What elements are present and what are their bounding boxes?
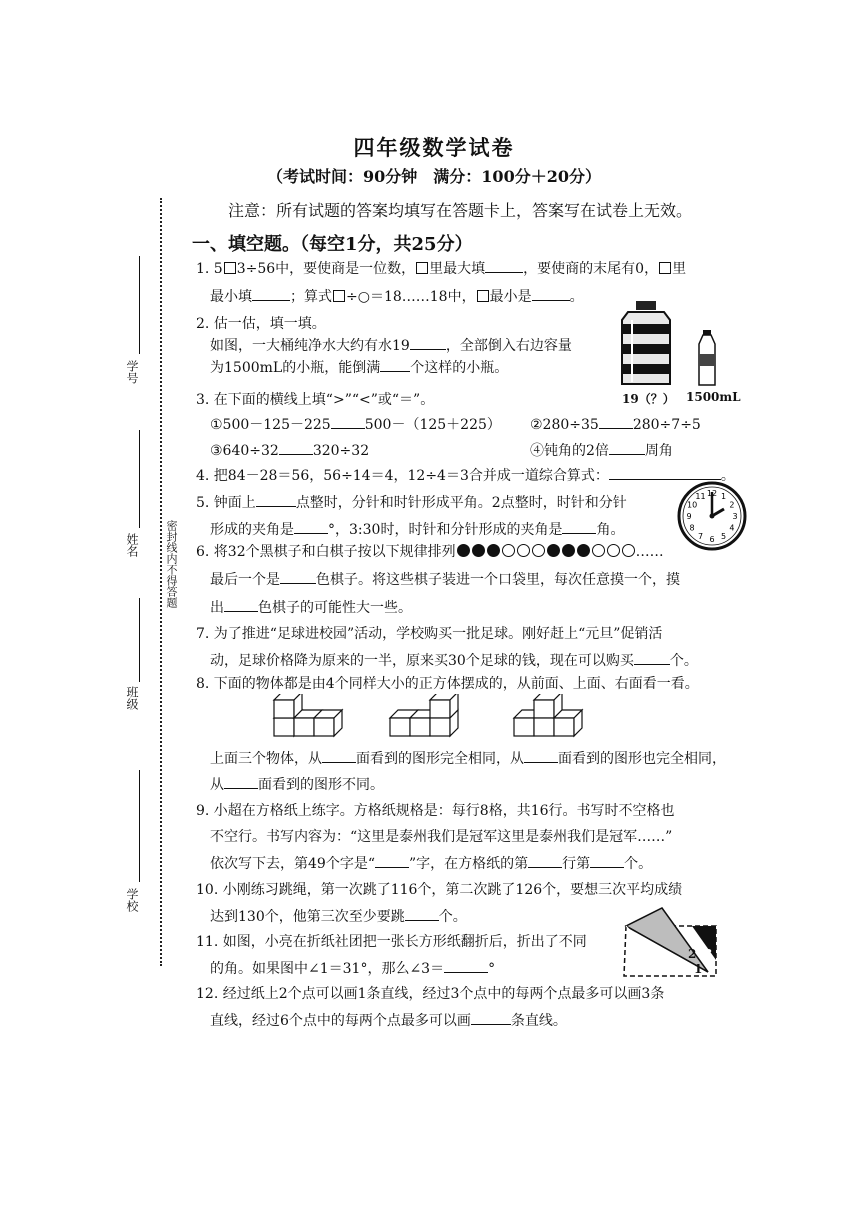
black-piece-icon (457, 544, 470, 557)
q8-blank-2[interactable] (524, 748, 558, 763)
q6-blank-2[interactable] (224, 597, 258, 612)
label-name: 姓名 (125, 533, 139, 557)
clock-numeral: 4 (729, 523, 735, 533)
exam-info: （考试时间：90分钟 满分：100分＋20分） (267, 167, 601, 186)
page-title: 四年级数学试卷 (353, 135, 515, 160)
q1-blank-3[interactable] (532, 286, 570, 301)
q12-blank[interactable] (471, 1010, 511, 1025)
q1-blank-2[interactable] (252, 286, 290, 301)
cube-figure-1 (272, 694, 348, 744)
clock-numeral: 5 (720, 531, 727, 541)
q10-line1: 10. 小刚练习跳绳，第一次跳了116个，第二次跳了126个，要想三次平均成绩 (196, 882, 683, 898)
q8-line2: 上面三个物体，从 面看到的图形完全相同，从 面看到的图形也完全相同， (210, 748, 726, 769)
square-box-icon (477, 290, 489, 302)
angle-label-2: 2 (688, 947, 697, 961)
q7-line1: 7. 为了推进“足球进校园”活动，学校购买一批足球。刚好赶上“元旦”促销活 (196, 626, 663, 642)
black-piece-icon (562, 544, 575, 557)
q1-line2: 最小填 ；算式 ÷○＝18……18中， 最小是 。 (210, 286, 584, 307)
chess-pattern (456, 544, 636, 560)
q10-blank[interactable] (405, 906, 439, 921)
clock-numeral: 6 (709, 535, 715, 544)
q8-blank-1[interactable] (322, 748, 356, 763)
q8-line3: 从 面看到的图形不同。 (210, 774, 384, 795)
clock-numeral: 2 (729, 500, 735, 510)
q3-blank-3[interactable] (279, 440, 313, 455)
field-name (139, 430, 140, 528)
field-student-id (139, 256, 140, 354)
q6-blank-1[interactable] (280, 569, 316, 584)
clock-numeral: 11 (695, 492, 706, 502)
q9-blank-1[interactable] (375, 853, 409, 868)
white-piece-icon (607, 544, 620, 557)
q9-blank-2[interactable] (528, 853, 562, 868)
q2-line3: 为1500mL的小瓶，能倒满 个这样的小瓶。 (210, 357, 508, 378)
black-piece-icon (577, 544, 590, 557)
q6-line2: 最后一个是 色棋子。将这些棋子装进一个口袋里，每次任意摸一个，摸 (210, 569, 680, 590)
clock-numeral: 10 (687, 500, 698, 510)
folded-paper-figure (622, 906, 722, 978)
q5-line2: 形成的夹角是 °，3:30时，时针和分针形成的夹角是 角。 (210, 519, 624, 540)
q5-blank-3[interactable] (562, 519, 596, 534)
clock-numeral: 12 (706, 489, 718, 498)
q4-line: 4. 把84－28＝56，56÷14＝4，12÷4＝3合并成一道综合算式： 。 (196, 465, 735, 486)
clock-numeral: 7 (697, 531, 704, 541)
clock-numeral: 3 (732, 512, 738, 521)
q1-line1: 1. 5 3÷56中，要使商是一位数， 里最大填 ，要使商的末尾有0， 里 (196, 258, 686, 279)
field-class (139, 598, 140, 682)
black-piece-icon (547, 544, 560, 557)
q4-blank[interactable] (609, 465, 721, 480)
q11-blank[interactable] (444, 958, 488, 973)
label-school: 学校 (125, 888, 139, 912)
white-piece-icon (622, 544, 635, 557)
q12-line1: 12. 经过纸上2个点可以画1条直线，经过3个点中的每两个点最多可以画3条 (196, 986, 665, 1002)
q3-expr4: ④钝角的2倍 周角 (530, 440, 673, 461)
white-piece-icon (517, 544, 530, 557)
q12-line2: 直线，经过6个点中的每两个点最多可以画 条直线。 (210, 1010, 567, 1031)
white-piece-icon (532, 544, 545, 557)
q8-blank-3[interactable] (224, 774, 258, 789)
q3-blank-2[interactable] (599, 414, 633, 429)
q7-blank[interactable] (634, 650, 670, 665)
q9-line1: 9. 小超在方格纸上练字。方格纸规格是：每行8格，共16行。书写时不空格也 (196, 803, 675, 819)
q3-expr2: ②280÷35 280÷7÷5 (530, 414, 701, 435)
q3-expr1: ①500－125－225 500－（125＋225） (210, 414, 501, 435)
clock-numeral: 9 (686, 512, 692, 521)
q2-blank-2[interactable] (380, 357, 410, 372)
q9-line3: 依次写下去，第49个字是“ ”字，在方格纸的第 行第 个。 (210, 853, 652, 874)
q6-line3: 出 色棋子的可能性大一些。 (210, 597, 412, 618)
q5-blank-1[interactable] (256, 492, 296, 507)
q9-blank-3[interactable] (590, 853, 624, 868)
q10-line2: 达到130个，他第三次至少要跳 个。 (210, 906, 467, 927)
square-box-icon (659, 262, 671, 274)
white-piece-icon (502, 544, 515, 557)
q5-line1: 5. 钟面上 点整时，分针和时针形成平角。2点整时，时针和分针 (196, 492, 627, 513)
q8-line1: 8. 下面的物体都是由4个同样大小的正方体摆成的，从前面、上面、右面看一看。 (196, 676, 699, 692)
cube-figure-3 (512, 694, 588, 744)
clock-icon (676, 480, 748, 552)
q2-line2: 如图，一大桶纯净水大约有水19 ，全部倒入右边容量 (210, 335, 572, 356)
q2-line1: 2. 估一估，填一填。 (196, 316, 326, 332)
q3-blank-4[interactable] (609, 440, 645, 455)
white-piece-icon (592, 544, 605, 557)
section-heading: 一、填空题。（每空1分，共25分） (192, 234, 473, 255)
clock-numeral: 1 (720, 492, 727, 502)
water-bottle-icon (696, 330, 718, 386)
label-class: 班级 (125, 686, 139, 710)
square-box-icon (224, 262, 236, 274)
angle-label-3: 3 (704, 947, 713, 961)
exam-notice: 注意：所有试题的答案均填写在答题卡上，答案写在试卷上无效。 (228, 201, 693, 220)
clock-numeral: 8 (689, 523, 695, 533)
cube-figure-2 (388, 694, 464, 744)
seal-text: 密封线内不得答题 (165, 520, 178, 608)
q3-blank-1[interactable] (331, 414, 365, 429)
q2-blank-1[interactable] (410, 335, 446, 350)
caption-bottle: 1500mL (686, 390, 741, 404)
q5-blank-2[interactable] (294, 519, 328, 534)
q9-line2: 不空行。书写内容为：“这里是泰州我们是冠军这里是泰州我们是冠军……” (210, 829, 673, 845)
black-piece-icon (472, 544, 485, 557)
water-bucket-icon (618, 300, 674, 386)
q11-line2: 的角。如果图中∠1＝31°，那么∠3＝ ° (210, 958, 495, 979)
caption-bucket: 19（？） (622, 392, 675, 406)
q3-line1: 3. 在下面的横线上填“>”“<”或“＝”。 (196, 392, 435, 408)
label-student-id: 学号 (125, 360, 139, 384)
square-box-icon (416, 262, 428, 274)
q3-expr3: ③640÷32 320÷32 (210, 440, 369, 461)
seal-line (160, 198, 162, 966)
angle-label-1: 1 (694, 962, 703, 976)
black-piece-icon (487, 544, 500, 557)
q6-line1: 6. 将32个黑棋子和白棋子按以下规律排列 …… (196, 544, 664, 560)
q1-blank-1[interactable] (485, 258, 523, 273)
q11-line1: 11. 如图，小亮在折纸社团把一张长方形纸翻折后，折出了不同 (196, 934, 587, 950)
field-school (139, 770, 140, 882)
square-box-icon (333, 290, 345, 302)
q7-line2: 动，足球价格降为原来的一半，原来买30个足球的钱，现在可以购买 个。 (210, 650, 698, 671)
